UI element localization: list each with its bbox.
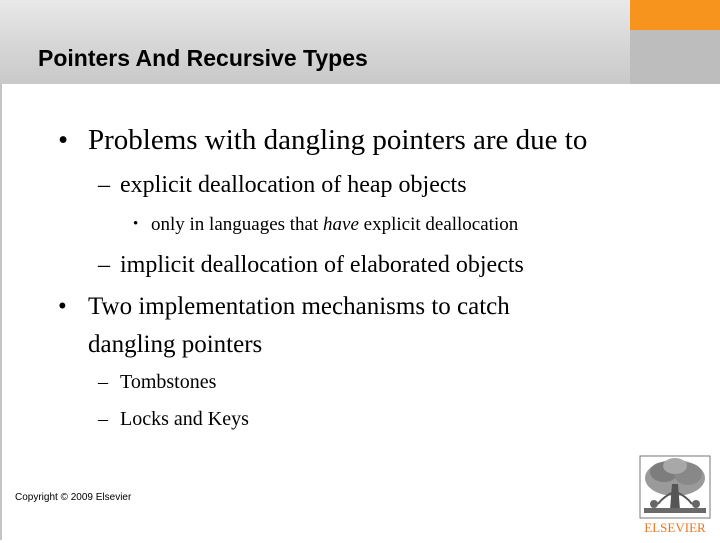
copyright-footer: Copyright © 2009 Elsevier: [15, 492, 132, 503]
title-bar: [0, 0, 630, 84]
gray-accent-block: [630, 30, 720, 84]
dash-marker: –: [98, 408, 108, 430]
dash-marker: –: [98, 252, 110, 278]
elsevier-tree-icon: [634, 452, 716, 538]
subbullet-explicit-text: explicit deallocation of heap objects: [120, 172, 467, 198]
slide-title: Pointers And Recursive Types: [38, 45, 368, 71]
bullet-marker: •: [58, 293, 67, 320]
languages-pre: only in languages that: [151, 214, 324, 235]
bullet-problems-text: Problems with dangling pointers are due to: [88, 124, 588, 156]
orange-accent-block: [630, 0, 720, 30]
bullet-marker: •: [133, 216, 139, 232]
bullet-mechanisms-line1: Two implementation mechanisms to catch: [88, 293, 510, 320]
dash-marker: –: [98, 172, 110, 198]
subsubbullet-languages-text: [151, 214, 518, 236]
subbullet-locks-text: Locks and Keys: [120, 408, 249, 430]
subbullet-tombstones-text: Tombstones: [120, 371, 217, 393]
elsevier-wordmark: ELSEVIER: [644, 520, 706, 535]
languages-emphasis: have: [323, 214, 359, 235]
subbullet-implicit-text: implicit deallocation of elaborated objects: [120, 252, 524, 278]
elsevier-logo: [634, 452, 716, 538]
bullet-mechanisms-line2: dangling pointers: [88, 331, 263, 358]
languages-post: explicit deallocation: [358, 214, 519, 235]
bullet-marker: •: [58, 124, 69, 156]
dash-marker: –: [98, 371, 108, 393]
left-rule: [0, 84, 2, 540]
